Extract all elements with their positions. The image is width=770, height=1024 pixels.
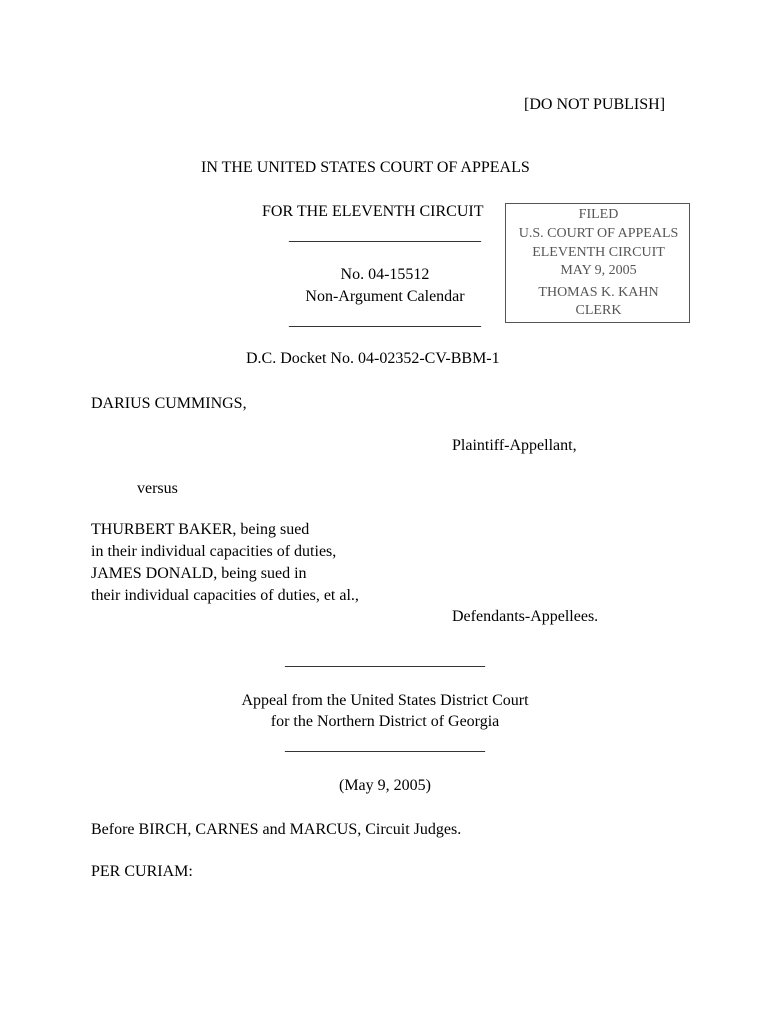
plaintiff-role: Plaintiff-Appellant, [452, 437, 577, 454]
appeal-line-1: Appeal from the United States District Court [241, 692, 529, 709]
plaintiff-name: DARIUS CUMMINGS, [91, 395, 247, 412]
per-curiam-heading: PER CURIAM: [91, 863, 193, 880]
docket-number: D.C. Docket No. 04-02352-CV-BBM-1 [246, 350, 500, 367]
versus-label: versus [137, 480, 178, 497]
decision-date: (May 9, 2005) [339, 777, 431, 794]
panel-judges: Before BIRCH, CARNES and MARCUS, Circuit Judges. [91, 821, 462, 838]
filed-stamp [505, 203, 690, 323]
appeal-line-2: for the Northern District of Georgia [270, 713, 500, 730]
header-rule-top: ________________________ [289, 227, 481, 244]
defendants-line: THURBERT BAKER, being sued [91, 521, 310, 538]
case-number: No. 04-15512 [340, 266, 430, 283]
circuit-name-line: FOR THE ELEVENTH CIRCUIT [262, 203, 484, 220]
header-rule-bottom: ________________________ [289, 312, 481, 329]
stamp-clerk-title: CLERK [575, 303, 622, 318]
defendants-line: JAMES DONALD, being sued in [91, 565, 307, 582]
appeal-rule-bottom: _________________________ [285, 737, 485, 754]
court-name-line: IN THE UNITED STATES COURT OF APPEALS [201, 159, 530, 176]
stamp-circuit: ELEVENTH CIRCUIT [532, 245, 665, 260]
defendants-role: Defendants-Appellees. [452, 608, 599, 625]
stamp-clerk-name: THOMAS K. KAHN [538, 285, 659, 300]
defendants-line: their individual capacities of duties, et al., [91, 587, 359, 604]
stamp-date: MAY 9, 2005 [560, 263, 637, 278]
calendar-type: Non-Argument Calendar [305, 288, 465, 305]
stamp-court: U.S. COURT OF APPEALS [518, 226, 679, 241]
appeal-rule-top: _________________________ [285, 652, 485, 669]
defendants-line: in their individual capacities of duties, [91, 543, 337, 560]
publish-tag: [DO NOT PUBLISH] [524, 96, 666, 113]
stamp-filed: FILED [578, 207, 619, 222]
